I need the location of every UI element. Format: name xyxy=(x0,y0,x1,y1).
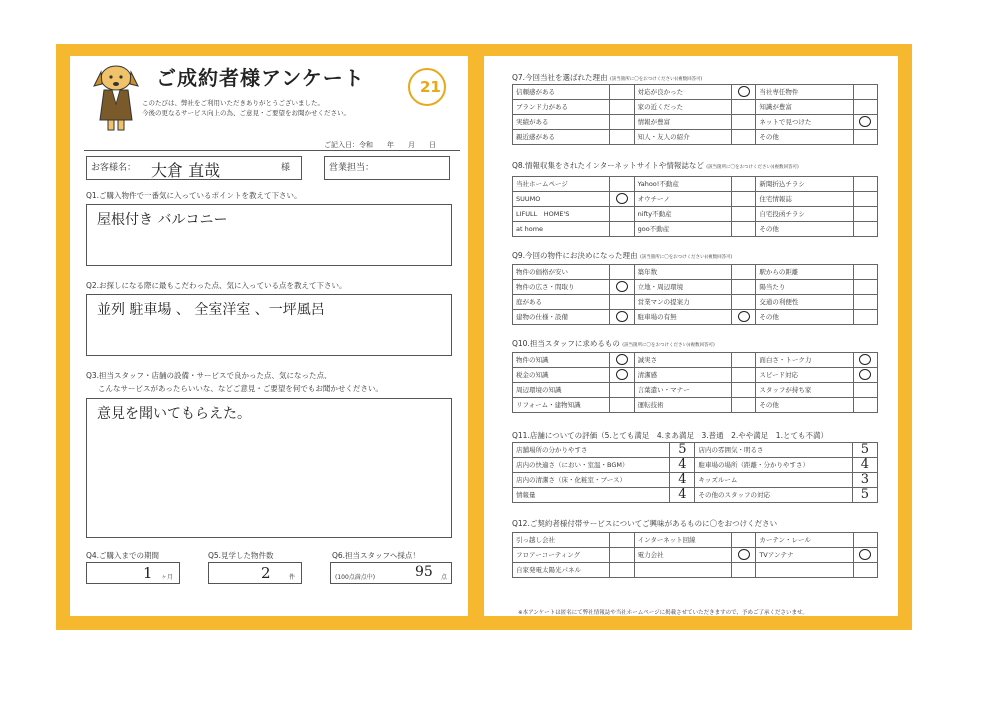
q12-mark-cell[interactable] xyxy=(731,563,755,578)
q3-answer-box[interactable] xyxy=(86,398,452,538)
q9-row xyxy=(513,265,878,280)
q10-mark-cell[interactable] xyxy=(853,383,877,398)
q8-row xyxy=(513,207,878,222)
q12-row xyxy=(513,548,878,563)
q1-question: Q1.ご購入物件で一番気に入っているポイントを教えて下さい。 xyxy=(86,191,302,200)
circle-mark-icon xyxy=(616,193,628,204)
q7-mark-cell[interactable] xyxy=(853,85,877,100)
q9-option-label: 庭がある xyxy=(513,295,610,310)
q11-mark-cell[interactable]: 4 xyxy=(670,458,695,473)
q10-mark-cell[interactable] xyxy=(853,368,877,383)
q7-mark-cell[interactable] xyxy=(731,130,755,145)
q5-unit: 件 xyxy=(289,574,296,581)
q10-row xyxy=(513,353,878,368)
q8-title: Q8.情報収集をされたインターネットサイトや情報誌など xyxy=(512,161,704,170)
q9-row xyxy=(513,295,878,310)
q9-table xyxy=(512,264,878,325)
q12-option-label: 自家発電太陽光パネル xyxy=(513,563,610,578)
q8-mark-cell[interactable] xyxy=(731,222,755,237)
q12-mark-cell[interactable] xyxy=(610,533,634,548)
q10-option-label: 面白さ・トーク力 xyxy=(756,353,853,368)
q10-mark-cell[interactable] xyxy=(610,368,634,383)
q7-mark-cell[interactable] xyxy=(610,130,634,145)
q7-option-label: 当社専任物件 xyxy=(756,85,853,100)
intro-line-1: このたびは、弊社をご利用いただきありがとうございました。 xyxy=(142,99,324,107)
q7-mark-cell[interactable] xyxy=(853,115,877,130)
q7-mark-cell[interactable] xyxy=(853,130,877,145)
q11-option-label: 店内の清潔さ（床・化粧室・ブース） xyxy=(513,473,670,488)
q12-mark-cell[interactable] xyxy=(731,548,755,563)
circle-mark-icon xyxy=(738,311,750,322)
q7-row xyxy=(513,85,878,100)
q7-option-label: 知人・友人の紹介 xyxy=(634,130,731,145)
q11-mark-cell[interactable]: 4 xyxy=(852,458,877,473)
q9-option-label: 物件の広さ・間取り xyxy=(513,280,610,295)
q3-question-line-1: Q3.担当スタッフ・店舗の設備・サービスで良かった点、気になった点、 xyxy=(86,371,332,380)
q10-row xyxy=(513,398,878,413)
q11-option-label: 店内の快適さ（におい・室温・BGM） xyxy=(513,458,670,473)
q8-option-label: at home xyxy=(513,222,610,237)
q10-row xyxy=(513,368,878,383)
q8-mark-cell[interactable] xyxy=(853,222,877,237)
q12-row xyxy=(513,563,878,578)
circle-mark-icon xyxy=(738,549,750,560)
q10-note: (該当箇所に〇をおつけください)(複数回答可) xyxy=(622,343,715,348)
q7-note: (該当箇所に〇をおつけください)(複数回答可) xyxy=(609,77,703,82)
q9-option-label: 陽当たり xyxy=(756,280,853,295)
q8-option-label: 新聞折込チラシ xyxy=(756,177,853,192)
q11-table xyxy=(512,442,878,503)
q7-row xyxy=(513,130,878,145)
q12-option-label: 電力会社 xyxy=(634,548,731,563)
q7-mark-cell[interactable] xyxy=(853,100,877,115)
q9-option-label: 物件の価格が安い xyxy=(513,265,610,280)
century21-logo-icon xyxy=(408,68,446,106)
q9-mark-cell[interactable] xyxy=(853,295,877,310)
q9-mark-cell[interactable] xyxy=(610,310,634,325)
q12-mark-cell[interactable] xyxy=(731,533,755,548)
q8-mark-cell[interactable] xyxy=(610,177,634,192)
q5-answer: 2 xyxy=(261,564,271,582)
q12-option-label: 引っ越し会社 xyxy=(513,533,610,548)
q9-mark-cell[interactable] xyxy=(731,280,755,295)
q9-mark-cell[interactable] xyxy=(731,310,755,325)
staff-label: 営業担当： xyxy=(329,163,375,173)
q1-answer-box[interactable] xyxy=(86,204,452,266)
q8-question xyxy=(512,160,799,173)
q7-table xyxy=(512,84,878,145)
date-label: ご記入日：令和 年 月 日 xyxy=(324,141,436,149)
q11-option-label: 駐車場の場所（距離・分かりやすさ） xyxy=(695,458,852,473)
q7-option-label: 親近感がある xyxy=(513,130,610,145)
q11-option-label: 店内の雰囲気・明るさ xyxy=(695,443,852,458)
q4-answer: 1 xyxy=(143,564,153,582)
footer-note: ※本アンケートは匿名にて弊社情報誌や当社ホームページに掲載させていただきますので、予めご了承くださいませ。 xyxy=(518,610,808,616)
q12-mark-cell[interactable] xyxy=(853,548,877,563)
q6-answer-box[interactable] xyxy=(330,562,452,584)
circle-mark-icon xyxy=(859,354,871,365)
q2-answer: 並列 駐車場 、 全室洋室 、一坪風呂 xyxy=(97,302,325,318)
q9-option-label: 建物の仕様・設備 xyxy=(513,310,610,325)
right-panel xyxy=(484,56,898,616)
q9-mark-cell[interactable] xyxy=(610,280,634,295)
q12-option-label xyxy=(756,563,853,578)
customer-label: お客様名： xyxy=(91,163,137,173)
q8-mark-cell[interactable] xyxy=(610,222,634,237)
q9-mark-cell[interactable] xyxy=(610,265,634,280)
q12-mark-cell[interactable] xyxy=(610,548,634,563)
q11-row xyxy=(513,443,878,458)
q9-option-label: 築年数 xyxy=(634,265,731,280)
q6-unit: 点 xyxy=(441,574,448,581)
q4-unit: ヶ月 xyxy=(161,574,174,581)
q9-note: (該当箇所に〇をおつけください)(複数回答可) xyxy=(639,255,733,260)
q10-mark-cell[interactable] xyxy=(853,353,877,368)
q8-option-label: goo不動産 xyxy=(634,222,731,237)
q8-table xyxy=(512,176,878,237)
q10-option-label: 税金の知識 xyxy=(513,368,610,383)
q11-option-label: その他のスタッフの対応 xyxy=(695,488,852,503)
q8-row xyxy=(513,192,878,207)
q11-option-label: 情報量 xyxy=(513,488,670,503)
q10-mark-cell[interactable] xyxy=(731,398,755,413)
q12-option-label: カーテン・レール xyxy=(756,533,853,548)
q12-option-label xyxy=(634,563,731,578)
customer-name: 大倉 直哉 xyxy=(151,161,221,180)
q7-option-label: 信頼感がある xyxy=(513,85,610,100)
q7-mark-cell[interactable] xyxy=(731,100,755,115)
q2-answer-box[interactable] xyxy=(86,294,452,356)
q7-option-label: 知識が豊富 xyxy=(756,100,853,115)
q7-option-label: 対応が良かった xyxy=(634,85,731,100)
q10-option-label: 言葉遣い・マナー xyxy=(634,383,731,398)
circle-mark-icon xyxy=(616,281,628,292)
q7-mark-cell[interactable] xyxy=(731,115,755,130)
q10-mark-cell[interactable] xyxy=(731,353,755,368)
q5-answer-box[interactable] xyxy=(208,562,302,584)
q12-row xyxy=(513,533,878,548)
q9-option-label: 交通の利便性 xyxy=(756,295,853,310)
intro-line-2: 今後の更なるサービス向上の為、ご意見・ご要望をお聞かせください。 xyxy=(142,109,350,117)
q9-mark-cell[interactable] xyxy=(853,265,877,280)
q12-option-label: TVアンテナ xyxy=(756,548,853,563)
q11-mark-cell[interactable]: 5 xyxy=(852,488,877,503)
q8-mark-cell[interactable] xyxy=(853,192,877,207)
q7-option-label: 実績がある xyxy=(513,115,610,130)
q8-mark-cell[interactable] xyxy=(731,207,755,222)
q8-option-label: その他 xyxy=(756,222,853,237)
q9-mark-cell[interactable] xyxy=(853,280,877,295)
q9-mark-cell[interactable] xyxy=(853,310,877,325)
q12-table xyxy=(512,532,878,578)
q12-mark-cell[interactable] xyxy=(610,563,634,578)
q10-mark-cell[interactable] xyxy=(731,368,755,383)
q9-option-label: その他 xyxy=(756,310,853,325)
q12-question: Q12.ご契約者様付帯サービスについてご興味があるものに〇をおつけください xyxy=(512,519,778,528)
q7-title: Q7.今回当社を選ばれた理由 xyxy=(512,73,608,82)
q10-mark-cell[interactable] xyxy=(610,398,634,413)
q8-option-label: オウチーノ xyxy=(634,192,731,207)
q10-option-label: 誠実さ xyxy=(634,353,731,368)
q11-mark-cell[interactable]: 5 xyxy=(852,443,877,458)
q5-question: Q5.見学した物件数 xyxy=(208,551,274,560)
q8-mark-cell[interactable] xyxy=(853,177,877,192)
q6-answer: 95 xyxy=(415,564,433,580)
q10-option-label: 周辺環境の知識 xyxy=(513,383,610,398)
circle-mark-icon xyxy=(859,549,871,560)
q11-option-label: キッズルーム xyxy=(695,473,852,488)
q10-option-label: スピード対応 xyxy=(756,368,853,383)
q11-mark-cell[interactable]: 4 xyxy=(670,473,695,488)
q10-mark-cell[interactable] xyxy=(610,353,634,368)
q8-row xyxy=(513,222,878,237)
q9-row xyxy=(513,310,878,325)
q10-option-label: スタッフが持ち家 xyxy=(756,383,853,398)
q7-mark-cell[interactable] xyxy=(610,85,634,100)
q9-option-label: 駅からの距離 xyxy=(756,265,853,280)
q7-option-label: ブランド力がある xyxy=(513,100,610,115)
q9-option-label: 立地・周辺環境 xyxy=(634,280,731,295)
q9-option-label: 駐車場の有無 xyxy=(634,310,731,325)
q10-row xyxy=(513,383,878,398)
q6-sub: (100点満点中) xyxy=(335,574,376,581)
q10-table xyxy=(512,352,878,413)
q7-option-label: その他 xyxy=(756,130,853,145)
q10-option-label: 清潔感 xyxy=(634,368,731,383)
q10-question xyxy=(512,338,715,351)
q3-answer: 意見を聞いてもらえた。 xyxy=(97,406,251,422)
q2-question: Q2.お探しになる際に最もこだわった点、気に入っている点を教えて下さい。 xyxy=(86,281,347,290)
q8-option-label: 当社ホームページ xyxy=(513,177,610,192)
q9-mark-cell[interactable] xyxy=(731,295,755,310)
circle-mark-icon xyxy=(859,369,871,380)
q9-question xyxy=(512,250,732,263)
q7-option-label: 家の近くだった xyxy=(634,100,731,115)
q8-option-label: 住宅情報誌 xyxy=(756,192,853,207)
customer-name-field[interactable] xyxy=(86,156,302,180)
logo-text: 21 xyxy=(420,78,441,96)
q1-answer: 屋根付き バルコニー xyxy=(97,212,228,228)
q8-option-label: SUUMO xyxy=(513,192,610,207)
q7-mark-cell[interactable] xyxy=(610,100,634,115)
divider xyxy=(84,150,460,151)
q7-row xyxy=(513,100,878,115)
q12-mark-cell[interactable] xyxy=(853,533,877,548)
q8-mark-cell[interactable] xyxy=(853,207,877,222)
q3-question-line-2: こんなサービスがあったらいいな、などご意見・ご要望を何でもお聞かせください。 xyxy=(98,384,383,393)
q11-mark-cell[interactable]: 5 xyxy=(670,443,695,458)
staff-field[interactable] xyxy=(324,156,450,180)
q8-option-label: 自宅投函チラシ xyxy=(756,207,853,222)
q10-mark-cell[interactable] xyxy=(853,398,877,413)
sama-label: 様 xyxy=(281,163,291,173)
q11-row xyxy=(513,488,878,503)
q9-mark-cell[interactable] xyxy=(731,265,755,280)
q10-title: Q10.担当スタッフに求めるもの xyxy=(512,339,620,348)
q6-question: Q6.担当スタッフへ採点！ xyxy=(332,551,420,560)
circle-mark-icon xyxy=(616,354,628,365)
circle-mark-icon xyxy=(859,116,871,127)
q4-answer-box[interactable] xyxy=(86,562,180,584)
q8-option-label: nifty不動産 xyxy=(634,207,731,222)
q8-option-label: Yahoo!不動産 xyxy=(634,177,731,192)
circle-mark-icon xyxy=(738,86,750,97)
page-title: ご成約者様アンケート xyxy=(156,66,365,90)
q7-mark-cell[interactable] xyxy=(610,115,634,130)
q8-mark-cell[interactable] xyxy=(610,192,634,207)
q11-option-label: 店舗場所の分かりやすさ xyxy=(513,443,670,458)
q12-option-label: インターネット回線 xyxy=(634,533,731,548)
q8-option-label: LIFULL HOME'S xyxy=(513,207,610,222)
q12-option-label: フロアーコーティング xyxy=(513,548,610,563)
circle-mark-icon xyxy=(616,369,628,380)
q8-mark-cell[interactable] xyxy=(731,177,755,192)
q8-mark-cell[interactable] xyxy=(610,207,634,222)
q9-mark-cell[interactable] xyxy=(610,295,634,310)
q10-mark-cell[interactable] xyxy=(610,383,634,398)
q9-title: Q9.今回の物件にお決めになった理由 xyxy=(512,251,638,260)
q9-row xyxy=(513,280,878,295)
q8-row xyxy=(513,177,878,192)
q8-note: (該当箇所に〇をおつけください)(複数回答可) xyxy=(706,165,799,170)
q11-question: Q11.店舗についての評価（5.とても満足 4.まあ満足 3.普通 2.やや満足 1.とても不満） xyxy=(512,431,828,440)
q10-option-label: その他 xyxy=(756,398,853,413)
q7-mark-cell[interactable] xyxy=(731,85,755,100)
dog-mascot-icon xyxy=(90,60,142,132)
q10-option-label: 運転技術 xyxy=(634,398,731,413)
q4-question: Q4.ご購入までの期間 xyxy=(86,551,160,560)
q9-option-label: 営業マンの提案力 xyxy=(634,295,731,310)
q11-mark-cell[interactable]: 4 xyxy=(670,488,695,503)
q11-mark-cell[interactable]: 3 xyxy=(852,473,877,488)
q11-row xyxy=(513,473,878,488)
q7-option-label: ネットで見つけた xyxy=(756,115,853,130)
left-panel xyxy=(70,56,468,616)
q7-option-label: 情報が豊富 xyxy=(634,115,731,130)
q11-row xyxy=(513,458,878,473)
circle-mark-icon xyxy=(616,311,628,322)
q10-mark-cell[interactable] xyxy=(731,383,755,398)
q7-row xyxy=(513,115,878,130)
q12-mark-cell[interactable] xyxy=(853,563,877,578)
q8-mark-cell[interactable] xyxy=(731,192,755,207)
q10-option-label: 物件の知識 xyxy=(513,353,610,368)
q10-option-label: リフォーム・建物知識 xyxy=(513,398,610,413)
